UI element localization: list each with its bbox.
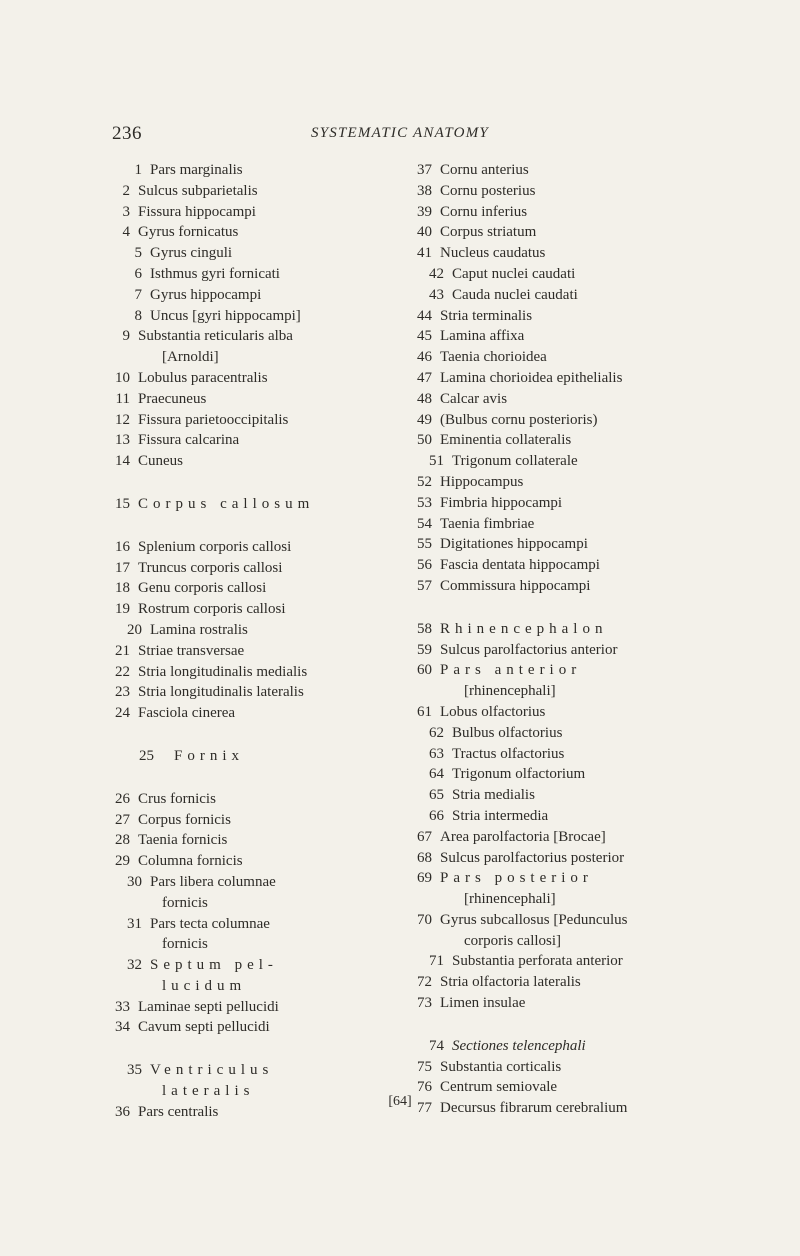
section-gap <box>108 515 398 537</box>
term-number: 30 <box>127 873 142 890</box>
term-entry <box>108 558 398 579</box>
term-entry <box>108 285 398 306</box>
term-entry <box>410 514 700 535</box>
term-text: Fissura calcarina <box>138 432 240 449</box>
term-entry <box>108 830 398 851</box>
term-text: Gyrus subcallosus [Pedunculus <box>440 911 628 928</box>
term-entry <box>108 914 398 935</box>
term-number: 54 <box>417 515 432 532</box>
term-text: Lobus olfactorius <box>440 703 546 720</box>
term-number: 52 <box>417 473 432 490</box>
term-entry <box>410 910 700 931</box>
term-entry <box>410 202 700 223</box>
term-entry <box>108 537 398 558</box>
term-number: 63 <box>429 745 444 762</box>
term-text: Stria longitudinalis medialis <box>138 663 308 680</box>
term-entry <box>410 451 700 472</box>
term-entry <box>410 264 700 285</box>
term-number: 34 <box>115 1019 130 1036</box>
term-entry <box>410 951 700 972</box>
term-text: Trigonum olfactorium <box>452 766 586 783</box>
term-text: Sulcus subparietalis <box>138 182 258 199</box>
term-number: 24 <box>115 705 130 722</box>
term-number: 74 <box>429 1037 444 1054</box>
term-text: Lobulus paracentralis <box>138 369 268 386</box>
term-number: 48 <box>417 390 432 407</box>
term-number: 4 <box>122 224 130 241</box>
term-number: 9 <box>122 328 130 345</box>
term-entry <box>108 662 398 683</box>
term-number: 75 <box>417 1058 432 1075</box>
term-text: Praecuneus <box>138 390 207 407</box>
section-gap <box>108 1038 398 1060</box>
term-text: Fasciola cinerea <box>138 705 236 722</box>
term-number: 69 <box>417 870 432 887</box>
term-text: Trigonum collaterale <box>452 453 578 470</box>
term-number: 13 <box>115 432 130 449</box>
term-number: 15 <box>115 495 130 512</box>
term-text: Genu corporis callosi <box>138 580 267 597</box>
term-number: 60 <box>417 662 432 679</box>
term-number: 7 <box>134 286 142 303</box>
term-text: Fimbria hippocampi <box>440 494 563 511</box>
term-number: 39 <box>417 203 432 220</box>
term-entry <box>108 306 398 327</box>
term-number: 45 <box>417 328 432 345</box>
term-number: 55 <box>417 536 432 553</box>
term-number: 61 <box>417 703 432 720</box>
term-text: Sulcus parolfactorius posterior <box>440 849 625 866</box>
term-text: lucidum <box>162 977 247 994</box>
term-entry <box>410 723 700 744</box>
term-number: 71 <box>429 953 444 970</box>
term-number: 11 <box>115 390 130 407</box>
term-entry <box>410 744 700 765</box>
term-text: Rhinencephalon <box>440 620 608 637</box>
term-number: 41 <box>417 245 432 262</box>
term-entry <box>108 451 398 472</box>
term-entry <box>108 851 398 872</box>
term-text: Pars marginalis <box>150 162 243 178</box>
running-head: SYSTEMATIC ANATOMY <box>311 125 489 141</box>
term-text: Hippocampus <box>440 473 524 490</box>
term-entry <box>410 806 700 827</box>
term-text: Substantia reticularis alba <box>138 328 293 345</box>
term-entry <box>108 893 398 914</box>
term-text: Substantia corticalis <box>440 1058 562 1075</box>
term-number: 56 <box>417 557 432 574</box>
term-text: lateralis <box>162 1083 255 1100</box>
term-entry <box>410 410 700 431</box>
section-gap <box>410 597 700 619</box>
term-entry <box>108 578 398 599</box>
term-entry <box>410 306 700 327</box>
term-number: 64 <box>429 766 444 783</box>
term-number: 12 <box>115 411 130 428</box>
term-text: Gyrus fornicatus <box>138 224 239 241</box>
term-text: Sulcus parolfactorius anterior <box>440 641 618 658</box>
term-number: 33 <box>115 998 130 1015</box>
term-number: 68 <box>417 849 432 866</box>
right-column <box>410 160 700 1119</box>
term-entry <box>108 934 398 955</box>
term-entry <box>108 264 398 285</box>
term-entry <box>108 368 398 389</box>
term-text: Limen insulae <box>440 995 526 1012</box>
term-number: 42 <box>429 265 444 282</box>
term-text: Stria longitudinalis lateralis <box>138 684 304 701</box>
term-number: 16 <box>115 538 130 555</box>
term-text: Gyrus cinguli <box>150 245 233 262</box>
term-entry <box>108 997 398 1018</box>
term-entry <box>108 430 398 451</box>
term-entry <box>410 389 700 410</box>
term-text: Stria terminalis <box>440 307 533 324</box>
term-text: Nucleus caudatus <box>440 245 546 262</box>
term-number: 38 <box>417 182 432 199</box>
footer-mark: [64] <box>388 1094 412 1109</box>
term-number: 66 <box>429 807 444 824</box>
term-text: Commissura hippocampi <box>440 577 591 594</box>
term-entry <box>410 555 700 576</box>
term-entry <box>410 848 700 869</box>
term-number: 22 <box>115 663 130 680</box>
section-gap <box>108 724 398 746</box>
term-text: Striae transversae <box>138 642 245 659</box>
term-entry <box>108 347 398 368</box>
term-number: 31 <box>127 915 142 932</box>
term-number: 19 <box>115 601 130 618</box>
term-entry <box>108 243 398 264</box>
term-text: Taenia fornicis <box>138 832 228 849</box>
term-text: corporis callosi] <box>464 932 562 949</box>
section-gap <box>108 472 398 494</box>
term-entry <box>410 972 700 993</box>
term-text: Crus fornicis <box>138 790 216 807</box>
term-entry <box>108 599 398 620</box>
term-text: Fornix <box>174 747 245 764</box>
term-entry <box>410 326 700 347</box>
term-entry <box>108 389 398 410</box>
term-entry <box>410 222 700 243</box>
term-entry <box>108 703 398 724</box>
term-text: fornicis <box>162 894 208 911</box>
term-number: 2 <box>122 182 130 199</box>
term-entry <box>410 472 700 493</box>
term-text: Cornu anterius <box>440 162 529 178</box>
term-entry <box>108 746 398 767</box>
term-number: 6 <box>134 265 142 282</box>
term-text: Eminentia collateralis <box>440 432 572 449</box>
term-entry <box>108 641 398 662</box>
term-entry <box>108 494 398 515</box>
term-text: [rhinencephali] <box>464 683 556 700</box>
term-number: 37 <box>417 162 432 178</box>
term-entry <box>108 222 398 243</box>
term-number: 46 <box>417 349 432 366</box>
term-number: 47 <box>417 369 432 386</box>
term-entry <box>410 993 700 1014</box>
term-number: 35 <box>127 1062 142 1079</box>
term-entry <box>108 160 398 181</box>
term-number: 58 <box>417 620 432 637</box>
term-entry <box>410 493 700 514</box>
term-text: Cauda nuclei caudati <box>452 286 578 303</box>
term-number: 36 <box>115 1103 130 1120</box>
term-text: Pars anterior <box>440 662 582 679</box>
term-text: Corpus fornicis <box>138 811 231 828</box>
term-number: 1 <box>134 162 142 178</box>
term-entry <box>108 1017 398 1038</box>
term-number: 59 <box>417 641 432 658</box>
term-text: Pars libera columnae <box>150 873 276 890</box>
term-entry <box>108 682 398 703</box>
term-text: Truncus corporis callosi <box>138 559 283 576</box>
term-entry <box>410 576 700 597</box>
term-number: 3 <box>122 203 130 220</box>
left-column <box>108 160 398 1123</box>
term-text: Fissura hippocampi <box>138 203 256 220</box>
term-text: Splenium corporis callosi <box>138 538 292 555</box>
term-number: 49 <box>417 411 432 428</box>
term-number: 29 <box>115 853 130 870</box>
term-entry <box>410 368 700 389</box>
term-text: Pars tecta columnae <box>150 915 270 932</box>
term-number: 53 <box>417 494 432 511</box>
term-text: Gyrus hippocampi <box>150 286 262 303</box>
term-entry <box>410 931 700 952</box>
term-text: Lamina chorioidea epithelialis <box>440 369 623 386</box>
term-number: 25 <box>139 747 154 764</box>
term-text: Ventriculus <box>150 1062 274 1079</box>
term-number: 28 <box>115 832 130 849</box>
term-text: Bulbus olfactorius <box>452 724 563 741</box>
term-text: Substantia perforata anterior <box>452 953 623 970</box>
term-text: [rhinencephali] <box>464 891 556 908</box>
term-text: Taenia fimbriae <box>440 515 535 532</box>
term-text: Caput nuclei caudati <box>452 265 576 282</box>
section-gap <box>410 1014 700 1036</box>
term-entry <box>108 976 398 997</box>
term-number: 72 <box>417 974 432 991</box>
term-entry <box>410 785 700 806</box>
term-entry <box>410 430 700 451</box>
term-text: Taenia chorioidea <box>440 349 547 366</box>
term-text: Sectiones telencephali <box>452 1037 586 1054</box>
page-number: 236 <box>112 123 142 144</box>
term-number: 76 <box>417 1079 432 1096</box>
term-text: Columna fornicis <box>138 853 243 870</box>
term-entry <box>108 202 398 223</box>
term-number: 43 <box>429 286 444 303</box>
term-text: Corpus striatum <box>440 224 537 241</box>
term-text: fornicis <box>162 936 208 953</box>
term-text: Pars centralis <box>138 1103 219 1120</box>
section-gap <box>108 767 398 789</box>
term-entry <box>410 868 700 889</box>
term-text: Fascia dentata hippocampi <box>440 557 600 574</box>
term-number: 18 <box>115 580 130 597</box>
term-entry <box>410 285 700 306</box>
term-text: Area parolfactoria [Brocae] <box>440 828 606 845</box>
term-text: Laminae septi pellucidi <box>138 998 279 1015</box>
term-entry <box>410 534 700 555</box>
term-entry <box>108 810 398 831</box>
term-entry <box>108 789 398 810</box>
term-number: 77 <box>417 1100 432 1117</box>
term-entry <box>108 410 398 431</box>
term-text: (Bulbus cornu posterioris) <box>440 411 598 428</box>
term-text: [Arnoldi] <box>162 349 219 366</box>
term-text: Pars posterior <box>440 870 593 887</box>
term-number: 26 <box>115 790 130 807</box>
term-number: 27 <box>115 811 130 828</box>
term-number: 8 <box>134 307 142 324</box>
term-entry <box>410 702 700 723</box>
term-text: Isthmus gyri fornicati <box>150 265 280 282</box>
term-text: Cornu posterius <box>440 182 536 199</box>
term-number: 23 <box>115 684 130 701</box>
term-number: 65 <box>429 787 444 804</box>
term-number: 14 <box>115 453 130 470</box>
term-text: Fissura parietooccipitalis <box>138 411 289 428</box>
term-number: 50 <box>417 432 432 449</box>
term-entry <box>108 872 398 893</box>
term-entry <box>108 955 398 976</box>
term-text: Corpus callosum <box>138 495 315 512</box>
term-text: Uncus [gyri hippocampi] <box>150 307 301 324</box>
term-number: 32 <box>127 957 142 974</box>
term-entry <box>108 181 398 202</box>
term-number: 67 <box>417 828 432 845</box>
term-number: 17 <box>115 559 130 576</box>
term-text: Cornu inferius <box>440 203 528 220</box>
term-text: Cuneus <box>138 453 183 470</box>
term-number: 70 <box>417 911 432 928</box>
term-entry <box>410 619 700 640</box>
term-text: Tractus olfactorius <box>452 745 565 762</box>
term-text: Decursus fibrarum cerebralium <box>440 1100 628 1117</box>
term-number: 73 <box>417 995 432 1012</box>
term-entry <box>410 681 700 702</box>
term-entry <box>410 1036 700 1057</box>
term-entry <box>410 889 700 910</box>
term-entry <box>410 764 700 785</box>
term-entry <box>410 660 700 681</box>
term-number: 57 <box>417 577 432 594</box>
term-number: 20 <box>127 621 142 638</box>
term-number: 44 <box>417 307 432 324</box>
term-text: Cavum septi pellucidi <box>138 1019 270 1036</box>
term-number: 21 <box>115 642 130 659</box>
term-text: Septum pel- <box>150 957 278 974</box>
term-entry <box>410 243 700 264</box>
term-entry <box>410 347 700 368</box>
term-text: Lamina rostralis <box>150 621 248 638</box>
term-entry <box>410 160 700 181</box>
term-text: Digitationes hippocampi <box>440 536 588 553</box>
term-text: Rostrum corporis callosi <box>138 601 286 618</box>
term-entry <box>410 1057 700 1078</box>
term-text: Stria olfactoria lateralis <box>440 974 581 991</box>
term-number: 5 <box>134 245 142 262</box>
term-text: Stria intermedia <box>452 807 549 824</box>
term-text: Lamina affixa <box>440 328 525 345</box>
term-text: Calcar avis <box>440 390 508 407</box>
term-entry <box>108 326 398 347</box>
term-number: 62 <box>429 724 444 741</box>
term-number: 10 <box>115 369 130 386</box>
term-entry <box>108 1060 398 1081</box>
term-text: Stria medialis <box>452 787 535 804</box>
term-number: 40 <box>417 224 432 241</box>
term-entry <box>410 827 700 848</box>
term-text: Centrum semiovale <box>440 1079 558 1096</box>
term-number: 51 <box>429 453 444 470</box>
term-entry <box>108 620 398 641</box>
term-entry <box>410 640 700 661</box>
term-entry <box>410 181 700 202</box>
